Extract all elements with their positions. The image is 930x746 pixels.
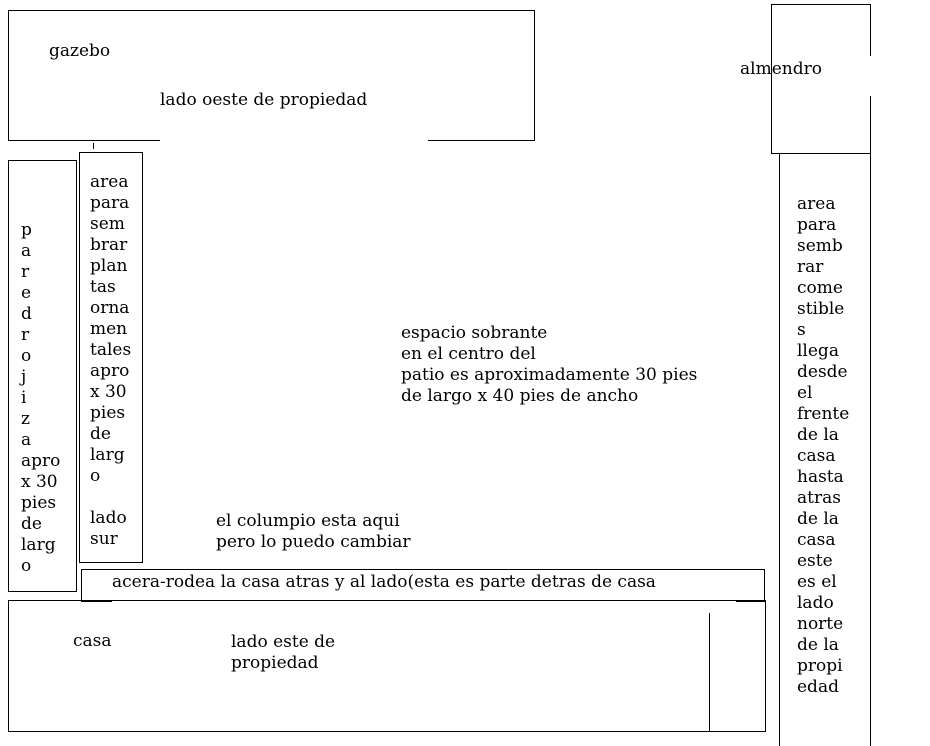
ornamental-area-line: tales bbox=[90, 340, 132, 360]
ornamental-area-text bbox=[90, 172, 131, 550]
edible-area-line: es el bbox=[797, 572, 837, 592]
edible-area-right-border bbox=[870, 153, 871, 746]
red-wall-line: z bbox=[21, 409, 30, 429]
red-wall-line: o bbox=[21, 346, 32, 366]
house-label: casa bbox=[73, 631, 112, 651]
ornamental-area-line: para bbox=[90, 193, 130, 213]
red-wall-line: apro bbox=[21, 451, 61, 471]
gazebo-label: gazebo bbox=[49, 41, 111, 61]
edible-area-text bbox=[797, 194, 849, 698]
sidewalk-label: acera-rodea la casa atras y al lado(esta es parte detras de casa bbox=[112, 572, 656, 592]
edible-area-line: de la bbox=[797, 635, 839, 655]
edible-area-line: lado bbox=[797, 593, 834, 613]
red-wall-line: o bbox=[21, 556, 32, 576]
edible-area-line: el bbox=[797, 383, 813, 403]
ornamental-area-line: men bbox=[90, 319, 128, 339]
swing-text bbox=[216, 511, 411, 553]
red-wall-line: d bbox=[21, 304, 32, 324]
edible-area-line: frente bbox=[797, 404, 850, 424]
center-space-text bbox=[401, 323, 697, 407]
edible-area-line: casa bbox=[797, 530, 836, 550]
ornamental-area-line bbox=[90, 487, 131, 508]
edible-area-line: llega bbox=[797, 341, 839, 361]
red-wall-line: x 30 bbox=[21, 472, 58, 492]
west-side-label: lado oeste de propiedad bbox=[160, 90, 368, 110]
center-space-line: en el centro del bbox=[401, 344, 536, 364]
edible-area-line: stible bbox=[797, 299, 845, 319]
ornamental-area-line: de bbox=[90, 424, 111, 444]
center-space-line: de largo x 40 pies de ancho bbox=[401, 386, 639, 406]
ornamental-area-line: sem bbox=[90, 214, 125, 234]
almond-border-gap bbox=[869, 56, 873, 96]
house-inner-wall bbox=[709, 613, 710, 732]
red-wall-line: a bbox=[21, 430, 32, 450]
edible-area-line: de la bbox=[797, 509, 839, 529]
edible-area-line: para bbox=[797, 215, 837, 235]
ornamental-area-line: plan bbox=[90, 256, 128, 276]
red-wall-line: r bbox=[21, 262, 30, 282]
edible-area-line: casa bbox=[797, 446, 836, 466]
ornamental-area-line: area bbox=[90, 172, 129, 192]
red-wall-line: e bbox=[21, 283, 32, 303]
edible-area-line: edad bbox=[797, 677, 839, 697]
red-wall-line: j bbox=[21, 367, 27, 387]
ornamental-area-line: apro bbox=[90, 361, 130, 381]
east-side-line: propiedad bbox=[231, 653, 319, 673]
edible-area-line: de la bbox=[797, 425, 839, 445]
gazebo-border-gap bbox=[160, 139, 428, 143]
ornamental-area-line: o bbox=[90, 466, 101, 486]
edible-area-line: atras bbox=[797, 488, 841, 508]
center-space-line: patio es aproximadamente 30 pies bbox=[401, 365, 698, 385]
edible-area-line: area bbox=[797, 194, 836, 214]
edible-area-line: come bbox=[797, 278, 843, 298]
swing-line: el columpio esta aqui bbox=[216, 511, 400, 531]
ornamental-area-line: lado bbox=[90, 508, 127, 528]
ornamental-area-line: larg bbox=[90, 445, 125, 465]
east-side-line: lado este de bbox=[231, 632, 336, 652]
red-wall-line: de bbox=[21, 514, 42, 534]
red-wall-line: i bbox=[21, 388, 27, 408]
ornamental-area-line: sur bbox=[90, 529, 118, 549]
swing-line: pero lo puedo cambiar bbox=[216, 532, 411, 552]
edible-area-line: este bbox=[797, 551, 833, 571]
edible-area-line: norte bbox=[797, 614, 844, 634]
edible-area-line: s bbox=[797, 320, 806, 340]
ornamental-area-line: orna bbox=[90, 298, 130, 318]
ornamental-tick bbox=[93, 143, 94, 149]
edible-area-line: rar bbox=[797, 257, 824, 277]
ornamental-area-line: tas bbox=[90, 277, 116, 297]
center-space-line: espacio sobrante bbox=[401, 323, 548, 343]
red-wall-line: pies bbox=[21, 493, 57, 513]
almond-tree-label: almendro bbox=[740, 59, 822, 79]
edible-area-line: hasta bbox=[797, 467, 844, 487]
ornamental-area-line: pies bbox=[90, 403, 126, 423]
house bbox=[8, 600, 766, 732]
edible-area-line: propi bbox=[797, 656, 843, 676]
red-wall-line: r bbox=[21, 325, 30, 345]
ornamental-area-line: brar bbox=[90, 235, 128, 255]
red-wall-line: larg bbox=[21, 535, 56, 555]
edible-area-line: desde bbox=[797, 362, 848, 382]
east-side-text bbox=[231, 632, 335, 674]
red-wall-text bbox=[21, 220, 60, 577]
edible-area-left-border bbox=[779, 153, 780, 746]
red-wall-line: a bbox=[21, 241, 32, 261]
ornamental-area-line: x 30 bbox=[90, 382, 127, 402]
gazebo-area bbox=[8, 10, 535, 141]
red-wall-line: p bbox=[21, 220, 32, 240]
edible-area-line: semb bbox=[797, 236, 843, 256]
